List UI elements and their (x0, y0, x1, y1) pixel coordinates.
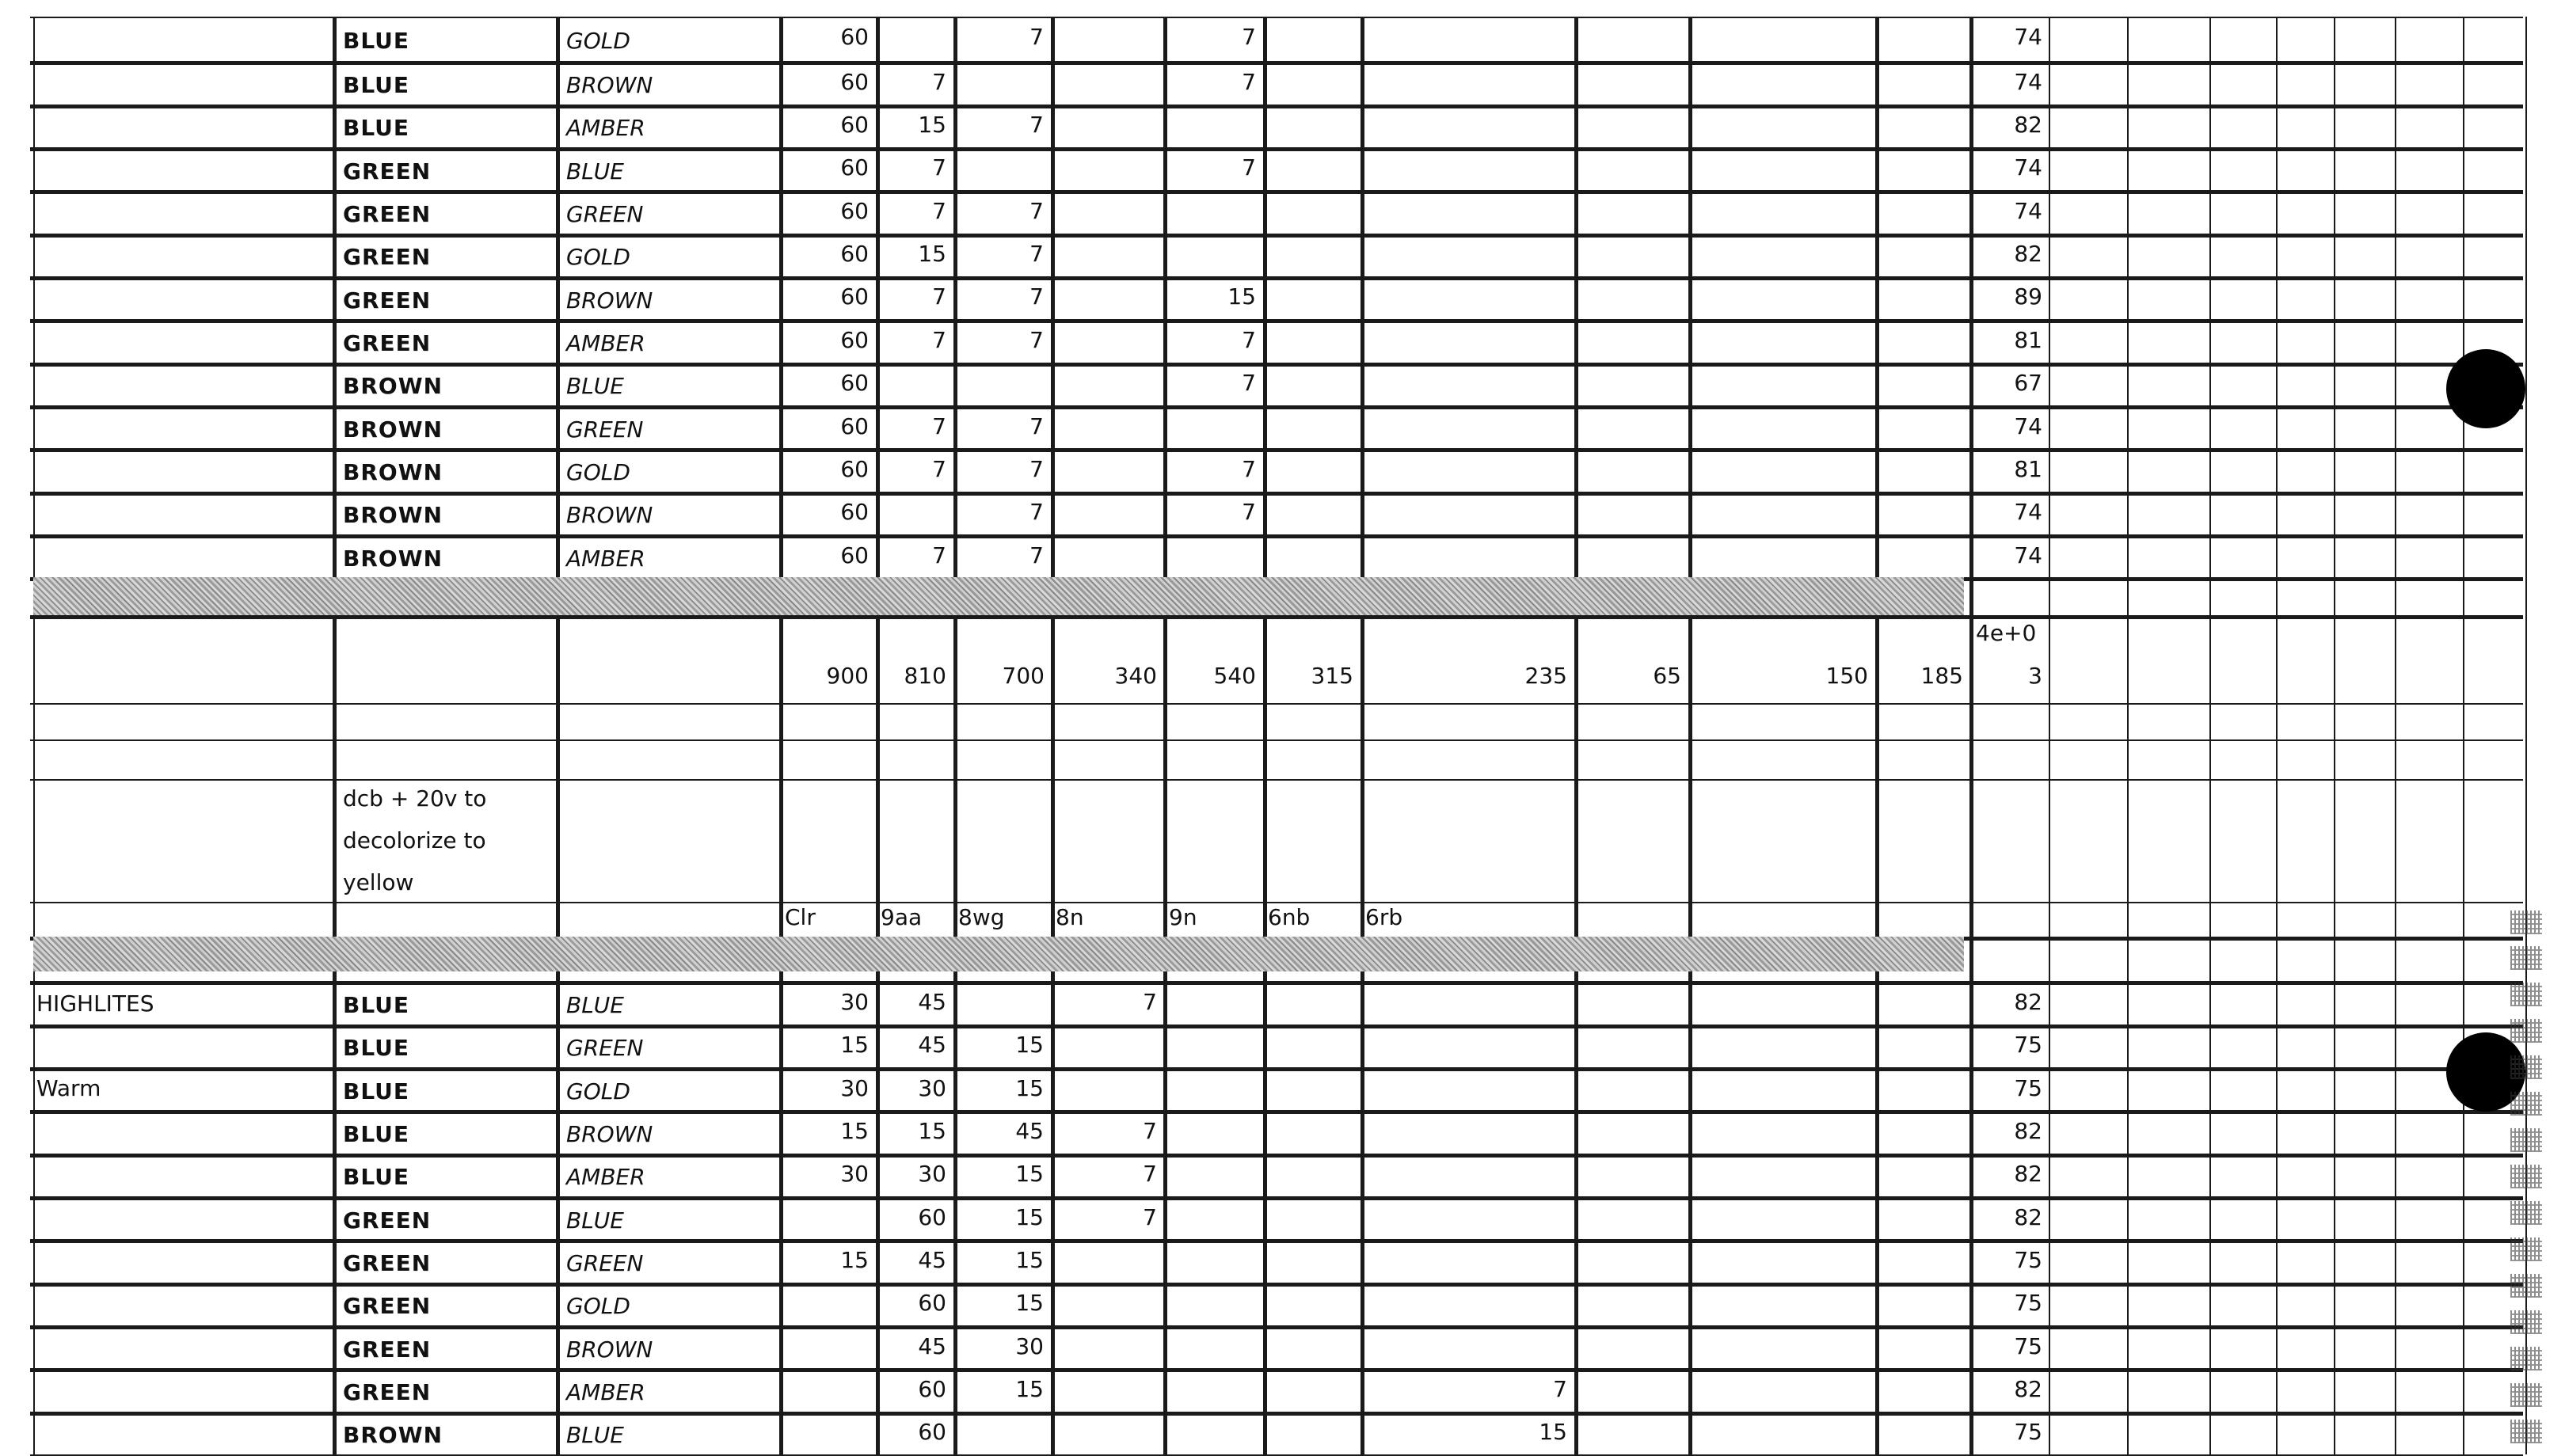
row-total: 75 (2014, 1333, 2042, 1359)
row-total: 75 (2014, 1247, 2042, 1273)
scan-noise (2510, 946, 2542, 970)
row-total: 74 (2014, 413, 2042, 439)
row-value: 15 (840, 1118, 869, 1144)
code-label: 8wg (958, 904, 1005, 930)
row-line (30, 1110, 2523, 1114)
row-value: 15 (1227, 283, 1256, 310)
row-value: 60 (840, 542, 869, 568)
row-value: 15 (1015, 1032, 1044, 1058)
row-tone-color: BROWN (566, 1121, 653, 1147)
row-value: 60 (840, 413, 869, 439)
row-value: 45 (918, 989, 946, 1015)
row-total: 75 (2014, 1419, 2042, 1445)
row-base-color: GREEN (343, 1379, 432, 1405)
row-line (30, 1325, 2523, 1329)
row-tone-color: AMBER (566, 330, 645, 356)
row-tone-color: GOLD (566, 459, 630, 485)
row-value: 30 (918, 1075, 946, 1101)
row-line (30, 363, 2523, 367)
punch-hole-dot (2446, 349, 2525, 428)
row-line (30, 703, 2523, 705)
column-line (1574, 17, 1578, 1454)
row-value: 15 (1015, 1075, 1044, 1101)
column-line (2127, 17, 2129, 1454)
row-value: 60 (840, 499, 869, 525)
row-value: 7 (1242, 370, 1256, 396)
row-value: 30 (918, 1161, 946, 1187)
row-base-color: GREEN (343, 158, 432, 184)
row-value: 7 (1242, 499, 1256, 525)
column-line (2049, 17, 2050, 1454)
row-base-color: BLUE (343, 1035, 410, 1061)
code-label: Clr (785, 904, 816, 930)
row-value: 7 (1143, 1161, 1157, 1187)
header-value: 900 (826, 663, 869, 689)
row-line (30, 319, 2523, 323)
total-header-line: 3 (2028, 663, 2042, 689)
row-line (30, 534, 2523, 538)
row-total: 74 (2014, 542, 2042, 568)
row-line (30, 147, 2523, 151)
row-value: 7 (1029, 241, 1044, 267)
scan-noise (2510, 1128, 2542, 1152)
row-line (30, 1283, 2523, 1287)
row-total: 81 (2014, 327, 2042, 353)
column-line (333, 17, 337, 1454)
row-value: 60 (840, 327, 869, 353)
column-line (2334, 17, 2335, 1454)
scan-noise (2510, 1055, 2542, 1079)
header-value: 700 (1002, 663, 1045, 689)
row-value: 7 (932, 283, 946, 310)
code-label: 9n (1169, 904, 1197, 930)
row-value: 7 (1242, 69, 1256, 95)
header-value: 340 (1114, 663, 1157, 689)
row-total: 82 (2014, 241, 2042, 267)
row-total: 74 (2014, 24, 2042, 50)
row-tone-color: BLUE (566, 992, 624, 1018)
header-value: 150 (1825, 663, 1868, 689)
row-tone-color: BROWN (566, 1336, 653, 1363)
scan-noise (2510, 1310, 2542, 1334)
row-value: 15 (1015, 1290, 1044, 1316)
row-value: 15 (1539, 1419, 1567, 1445)
column-line (1263, 17, 1267, 1454)
column-line (1361, 17, 1364, 1454)
row-tone-color: GOLD (566, 244, 630, 270)
row-value: 45 (918, 1333, 946, 1359)
row-base-color: BLUE (343, 992, 410, 1018)
row-base-color: BLUE (343, 1121, 410, 1147)
row-base-color: BLUE (343, 72, 410, 98)
code-label: 9aa (881, 904, 923, 930)
row-line (30, 1239, 2523, 1243)
row-line (30, 1154, 2523, 1158)
row-base-color: BLUE (343, 1164, 410, 1190)
row-value: 45 (1015, 1118, 1044, 1144)
header-value: 315 (1311, 663, 1353, 689)
scan-noise (2510, 983, 2542, 1006)
row-value: 7 (1143, 989, 1157, 1015)
row-line (30, 105, 2523, 108)
row-total: 75 (2014, 1290, 2042, 1316)
column-line (2209, 17, 2211, 1454)
row-value: 7 (932, 456, 946, 482)
row-base-color: GREEN (343, 201, 432, 227)
row-base-color: BLUE (343, 28, 410, 54)
scan-noise (2510, 1347, 2542, 1370)
row-base-color: GREEN (343, 287, 432, 314)
column-line (1875, 17, 1879, 1454)
row-tone-color: GREEN (566, 416, 644, 443)
row-value: 15 (918, 1118, 946, 1144)
row-value: 15 (1015, 1376, 1044, 1402)
row-value: 60 (840, 198, 869, 224)
row-base-color: BROWN (343, 546, 443, 572)
row-value: 7 (932, 327, 946, 353)
scan-noise (2510, 1165, 2542, 1188)
row-tone-color: AMBER (566, 1164, 645, 1190)
row-tone-color: AMBER (566, 115, 645, 141)
row-tone-color: BROWN (566, 502, 653, 528)
row-tone-color: BLUE (566, 1207, 624, 1234)
row-base-color: BROWN (343, 373, 443, 399)
shaded-separator (33, 577, 1964, 615)
column-line (1051, 17, 1055, 1454)
row-total: 82 (2014, 112, 2042, 138)
row-value: 7 (1029, 499, 1044, 525)
row-tone-color: BLUE (566, 158, 624, 184)
row-base-color: GREEN (343, 330, 432, 356)
row-value: 15 (918, 241, 946, 267)
total-header-line: 4e+0 (1976, 620, 2037, 646)
row-base-color: BROWN (343, 459, 443, 485)
row-value: 30 (1015, 1333, 1044, 1359)
code-label: 6nb (1268, 904, 1311, 930)
row-line (30, 1196, 2523, 1200)
row-value: 7 (932, 542, 946, 568)
row-line (30, 276, 2523, 280)
row-total: 89 (2014, 283, 2042, 310)
row-base-color: BROWN (343, 416, 443, 443)
section-label-warm: Warm (36, 1075, 101, 1101)
row-value: 60 (840, 154, 869, 181)
row-total: 75 (2014, 1075, 2042, 1101)
row-total: 74 (2014, 69, 2042, 95)
row-total: 67 (2014, 370, 2042, 396)
header-value: 235 (1524, 663, 1567, 689)
scan-noise (2510, 1237, 2542, 1261)
row-value: 45 (918, 1247, 946, 1273)
row-value: 7 (1029, 198, 1044, 224)
row-line (30, 1067, 2523, 1071)
row-line (30, 405, 2523, 409)
section-label-highlites: HIGHLITES (36, 990, 154, 1017)
row-base-color: GREEN (343, 1336, 432, 1363)
row-tone-color: AMBER (566, 1379, 645, 1405)
row-line (30, 779, 2523, 781)
row-value: 7 (1143, 1118, 1157, 1144)
row-base-color: GREEN (343, 1293, 432, 1319)
note-line: dcb + 20v to (343, 785, 487, 812)
row-value: 60 (840, 283, 869, 310)
note-line: yellow (343, 869, 414, 895)
row-line (30, 234, 2523, 238)
row-value: 7 (932, 413, 946, 439)
row-tone-color: BLUE (566, 373, 624, 399)
row-line (30, 492, 2523, 496)
row-value: 7 (1029, 456, 1044, 482)
row-value: 15 (1015, 1204, 1044, 1230)
row-base-color: BLUE (343, 115, 410, 141)
row-line (30, 17, 2523, 18)
row-value: 7 (1029, 327, 1044, 353)
row-tone-color: AMBER (566, 546, 645, 572)
row-total: 82 (2014, 1204, 2042, 1230)
header-value: 65 (1653, 663, 1681, 689)
row-total: 82 (2014, 989, 2042, 1015)
column-line (779, 17, 783, 1454)
row-total: 81 (2014, 456, 2042, 482)
row-line (30, 981, 2523, 985)
row-tone-color: GOLD (566, 1293, 630, 1319)
row-value: 60 (918, 1419, 946, 1445)
header-value: 810 (904, 663, 946, 689)
row-value: 60 (918, 1376, 946, 1402)
row-tone-color: GREEN (566, 201, 644, 227)
row-value: 7 (1553, 1376, 1567, 1402)
row-line (30, 615, 2523, 619)
row-total: 82 (2014, 1118, 2042, 1144)
row-value: 45 (918, 1032, 946, 1058)
column-line (953, 17, 957, 1454)
shaded-separator (33, 937, 1964, 971)
row-value: 60 (840, 24, 869, 50)
row-total: 82 (2014, 1376, 2042, 1402)
scan-noise (2510, 1420, 2542, 1443)
row-total: 74 (2014, 499, 2042, 525)
header-value: 185 (1920, 663, 1963, 689)
row-base-color: GREEN (343, 244, 432, 270)
scan-noise (2510, 1383, 2542, 1407)
row-line (30, 61, 2523, 65)
row-line (30, 1368, 2523, 1372)
row-tone-color: GOLD (566, 28, 630, 54)
row-line (30, 448, 2523, 452)
row-value: 7 (1242, 24, 1256, 50)
row-base-color: BLUE (343, 1078, 410, 1104)
row-value: 7 (1029, 283, 1044, 310)
header-value: 540 (1213, 663, 1256, 689)
column-line (1969, 17, 1973, 1454)
row-value: 60 (840, 456, 869, 482)
column-line (2395, 17, 2396, 1454)
row-base-color: BROWN (343, 502, 443, 528)
row-line (30, 190, 2523, 194)
row-tone-color: GOLD (566, 1078, 630, 1104)
scan-noise (2510, 1201, 2542, 1225)
row-total: 74 (2014, 198, 2042, 224)
row-value: 7 (1029, 24, 1044, 50)
row-total: 75 (2014, 1032, 2042, 1058)
row-value: 60 (918, 1290, 946, 1316)
row-value: 60 (840, 69, 869, 95)
column-line (1688, 17, 1692, 1454)
code-label: 8n (1056, 904, 1084, 930)
row-base-color: GREEN (343, 1207, 432, 1234)
scan-noise (2510, 1019, 2542, 1043)
row-base-color: BROWN (343, 1422, 443, 1448)
row-value: 60 (840, 241, 869, 267)
row-value: 60 (918, 1204, 946, 1230)
row-tone-color: GREEN (566, 1250, 644, 1276)
column-line (33, 17, 35, 1454)
row-value: 7 (1242, 154, 1256, 181)
row-value: 30 (840, 1161, 869, 1187)
row-value: 15 (1015, 1161, 1044, 1187)
row-total: 82 (2014, 1161, 2042, 1187)
column-line (556, 17, 560, 1454)
row-value: 60 (840, 370, 869, 396)
row-value: 7 (1143, 1204, 1157, 1230)
column-line (1163, 17, 1167, 1454)
row-value: 7 (1029, 112, 1044, 138)
row-line (30, 1412, 2523, 1416)
row-value: 60 (840, 112, 869, 138)
row-tone-color: BLUE (566, 1422, 624, 1448)
row-value: 7 (932, 69, 946, 95)
row-value: 15 (918, 112, 946, 138)
row-total: 74 (2014, 154, 2042, 181)
row-value: 7 (1242, 456, 1256, 482)
row-base-color: GREEN (343, 1250, 432, 1276)
code-label: 6rb (1365, 904, 1403, 930)
row-value: 7 (1029, 542, 1044, 568)
row-value: 15 (840, 1247, 869, 1273)
column-line (2463, 17, 2464, 1454)
row-tone-color: GREEN (566, 1035, 644, 1061)
row-tone-color: BROWN (566, 72, 653, 98)
scan-noise (2510, 910, 2542, 934)
row-value: 15 (1015, 1247, 1044, 1273)
row-value: 30 (840, 989, 869, 1015)
scan-noise (2510, 1274, 2542, 1298)
row-line (30, 1025, 2523, 1028)
row-value: 7 (1029, 413, 1044, 439)
row-value: 7 (932, 198, 946, 224)
row-tone-color: BROWN (566, 287, 653, 314)
row-value: 15 (840, 1032, 869, 1058)
scan-noise (2510, 1092, 2542, 1116)
column-line (2276, 17, 2278, 1454)
note-line: decolorize to (343, 827, 486, 853)
row-line (30, 902, 2523, 903)
row-value: 30 (840, 1075, 869, 1101)
row-value: 7 (932, 154, 946, 181)
row-line (30, 739, 2523, 741)
row-value: 7 (1242, 327, 1256, 353)
column-line (876, 17, 880, 1454)
